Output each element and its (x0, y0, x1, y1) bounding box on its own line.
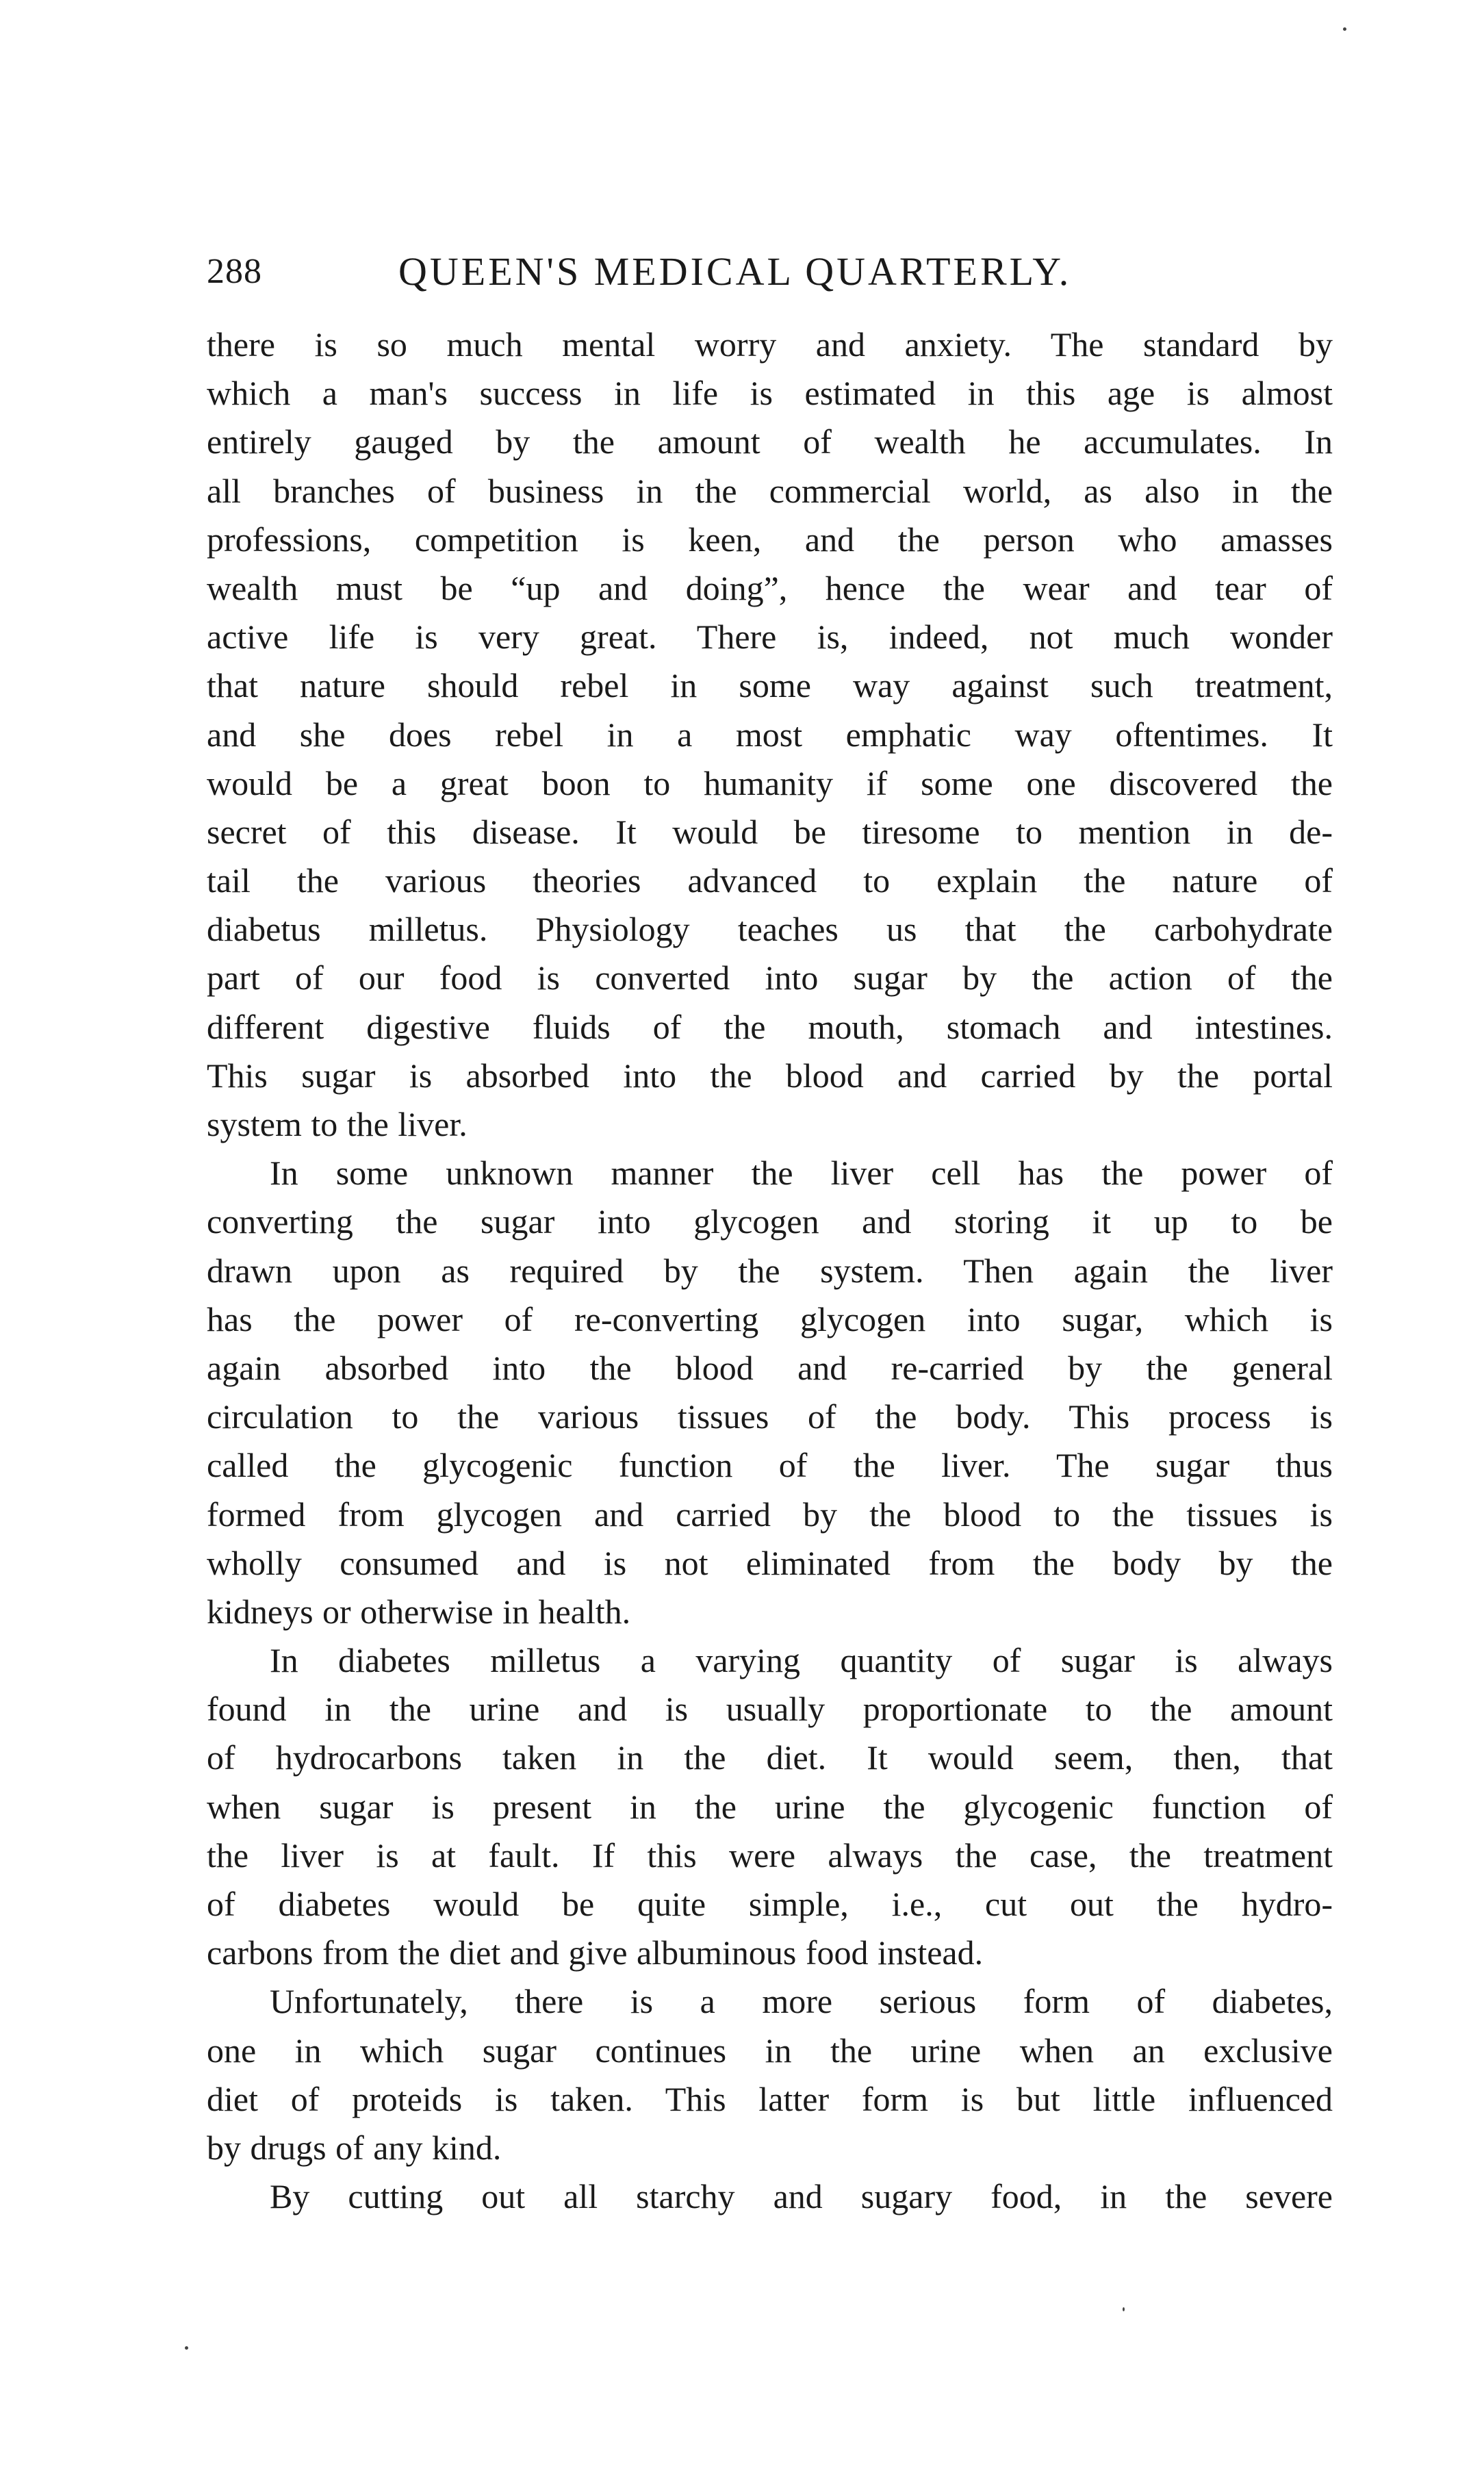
text-line: This sugar is absorbed into the blood and carried by the portal (207, 1056, 1333, 1095)
text-line: kidneys or otherwise in health. (207, 1592, 631, 1631)
text-line: diabetus milletus. Physiology teaches us that the carbohydrate (207, 910, 1333, 949)
page-header (207, 241, 1336, 303)
text-line: converting the sugar into glycogen and storing it up to be (207, 1202, 1333, 1241)
text-line: again absorbed into the blood and re-carried by the general (207, 1348, 1333, 1387)
text-line: formed from glycogen and carried by the blood to the tissues is (207, 1495, 1333, 1534)
text-line: one in which sugar continues in the urine when an exclusive (207, 2031, 1333, 2070)
text-line: part of our food is converted into sugar by the action of the (207, 958, 1333, 998)
text-line: by drugs of any kind. (207, 2128, 502, 2167)
text-line: In diabetes milletus a varying quantity of sugar is always (270, 1641, 1333, 1680)
text-line: wealth must be “up and doing”, hence the wear and tear of (207, 568, 1333, 607)
paper-speck (185, 2346, 188, 2350)
text-line: system to the liver. (207, 1105, 468, 1143)
text-line: carbons from the diet and give albuminous food instead. (207, 1933, 984, 1972)
text-line: of hydrocarbons taken in the diet. It would seem, then, that (207, 1738, 1333, 1777)
text-line: found in the urine and is usually proportionate to the amount (207, 1690, 1333, 1729)
text-line: diet of proteids is taken. This latter form is but little influenced (207, 2079, 1333, 2118)
text-line: entirely gauged by the amount of wealth he accumulates. In (207, 422, 1333, 461)
text-line: professions, competition is keen, and the person who amasses (207, 520, 1333, 559)
text-line: has the power of re-converting glycogen into sugar, which is (207, 1299, 1333, 1338)
text-line: would be a great boon to humanity if some one discovered the (207, 763, 1333, 802)
text-line: of diabetes would be quite simple, i.e., cut out the hydro- (207, 1885, 1333, 1923)
text-line: secret of this disease. It would be tiresome to mention in de- (207, 812, 1333, 851)
text-line: different digestive fluids of the mouth, stomach and intestines. (207, 1007, 1333, 1046)
text-line: there is so much mental worry and anxiety. The standard by (207, 325, 1333, 364)
text-line: and she does rebel in a most emphatic way oftentimes. It (207, 715, 1333, 754)
text-line: the liver is at fault. If this were always the case, the treatment (207, 1835, 1333, 1875)
paper-speck (1123, 2307, 1125, 2311)
text-line: In some unknown manner the liver cell has the power of (270, 1154, 1333, 1193)
running-head: QUEEN'S MEDICAL QUARTERLY. (398, 249, 1072, 294)
text-line: wholly consumed and is not eliminated from the body by the (207, 1543, 1333, 1582)
text-line: that nature should rebel in some way against such treatment, (207, 666, 1333, 705)
text-line: circulation to the various tissues of the body. This process is (207, 1397, 1333, 1436)
text-line: drawn upon as required by the system. Then again the liver (207, 1251, 1333, 1290)
body-text (207, 320, 1333, 2221)
text-line: Unfortunately, there is a more serious form of diabetes, (270, 1982, 1333, 2021)
text-line: active life is very great. There is, indeed, not much wonder (207, 618, 1333, 657)
page-number: 288 (207, 252, 262, 291)
text-line: which a man's success in life is estimated in this age is almost (207, 374, 1333, 413)
text-line: when sugar is present in the urine the glycogenic function of (207, 1787, 1333, 1826)
text-line: all branches of business in the commercial world, as also in the (207, 471, 1333, 510)
text-line: By cutting out all starchy and sugary food, in the severe (270, 2177, 1333, 2216)
text-line: called the glycogenic function of the liver. The sugar thus (207, 1446, 1333, 1485)
paper-speck (1343, 27, 1346, 31)
text-line: tail the various theories advanced to explain the nature of (207, 861, 1333, 900)
